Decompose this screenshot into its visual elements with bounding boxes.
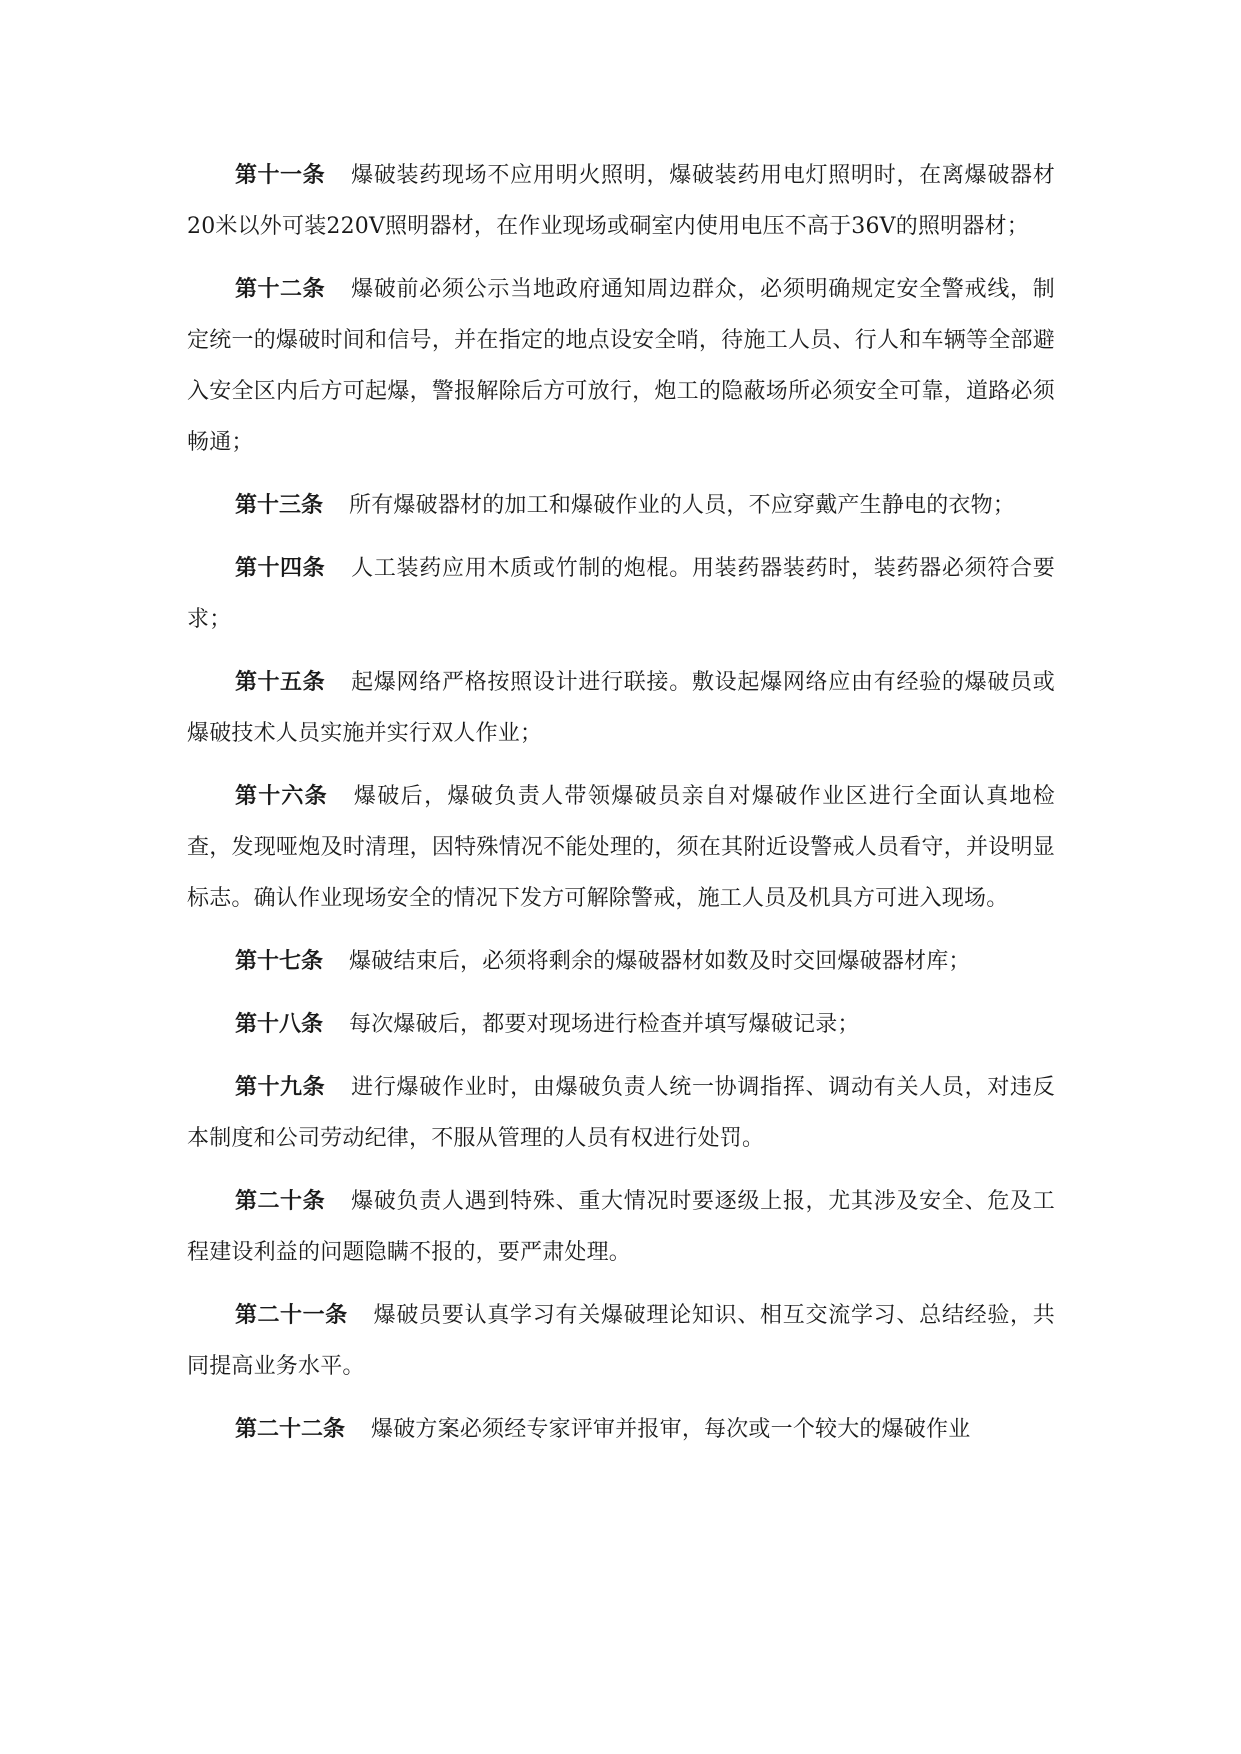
article-text: 爆破员要认真学习有关爆破理论知识、相互交流学习、总结经验，共同提高业务水平。 <box>187 1303 1055 1379</box>
article-text: 起爆网络严格按照设计进行联接。敷设起爆网络应由有经验的爆破员或爆破技术人员实施并实行双人作业； <box>187 670 1055 746</box>
article-text: 所有爆破器材的加工和爆破作业的人员，不应穿戴产生静电的衣物； <box>349 493 1016 518</box>
document-body <box>187 150 1055 1455</box>
article-number: 第十一条 <box>235 163 326 188</box>
article-text: 每次爆破后，都要对现场进行检查并填写爆破记录； <box>349 1012 860 1037</box>
article-text: 进行爆破作业时，由爆破负责人统一协调指挥、调动有关人员，对违反本制度和公司劳动纪律，不服从管理的人员有权进行处罚。 <box>187 1075 1055 1151</box>
article-22 <box>187 1404 1055 1455</box>
article-number: 第十七条 <box>235 949 324 974</box>
article-number: 第十五条 <box>235 670 326 695</box>
article-number: 第十三条 <box>235 493 324 518</box>
article-14 <box>187 543 1055 645</box>
article-number: 第十九条 <box>235 1075 326 1100</box>
article-text: 爆破负责人遇到特殊、重大情况时要逐级上报，尤其涉及安全、危及工程建设利益的问题隐瞒不报的，要严肃处理。 <box>187 1189 1055 1265</box>
article-text: 人工装药应用木质或竹制的炮棍。用装药器装药时，装药器必须符合要求； <box>187 556 1055 632</box>
article-text: 爆破前必须公示当地政府通知周边群众，必须明确规定安全警戒线，制定统一的爆破时间和信号，并在指定的地点设安全哨，待施工人员、行人和车辆等全部避入安全区内后方可起爆，警报解除后方可放行，炮工的隐蔽场所必须安全可靠，道路必须畅通； <box>187 277 1055 455</box>
article-number: 第十八条 <box>235 1012 324 1037</box>
article-text: 爆破后，爆破负责人带领爆破员亲自对爆破作业区进行全面认真地检查，发现哑炮及时清理，因特殊情况不能处理的，须在其附近设警戒人员看守，并设明显标志。确认作业现场安全的情况下发方可解除警戒，施工人员及机具方可进入现场。 <box>187 784 1055 911</box>
article-number: 第二十条 <box>235 1189 326 1214</box>
article-text: 爆破方案必须经专家评审并报审，每次或一个较大的爆破作业 <box>371 1417 971 1442</box>
article-17 <box>187 936 1055 987</box>
article-text: 爆破装药现场不应用明火照明，爆破装药用电灯照明时，在离爆破器材20米以外可装220V照明器材，在作业现场或硐室内使用电压不高于36V的照明器材； <box>187 163 1055 239</box>
article-number: 第十六条 <box>235 784 328 809</box>
article-number: 第二十二条 <box>235 1417 346 1442</box>
article-13 <box>187 480 1055 531</box>
article-text: 爆破结束后，必须将剩余的爆破器材如数及时交回爆破器材库； <box>349 949 971 974</box>
article-11 <box>187 150 1055 252</box>
article-18 <box>187 999 1055 1050</box>
article-15 <box>187 657 1055 759</box>
article-12 <box>187 264 1055 468</box>
article-number: 第十二条 <box>235 277 326 302</box>
article-21 <box>187 1290 1055 1392</box>
article-number: 第十四条 <box>235 556 326 581</box>
article-number: 第二十一条 <box>235 1303 348 1328</box>
article-20 <box>187 1176 1055 1278</box>
article-16 <box>187 771 1055 924</box>
article-19 <box>187 1062 1055 1164</box>
